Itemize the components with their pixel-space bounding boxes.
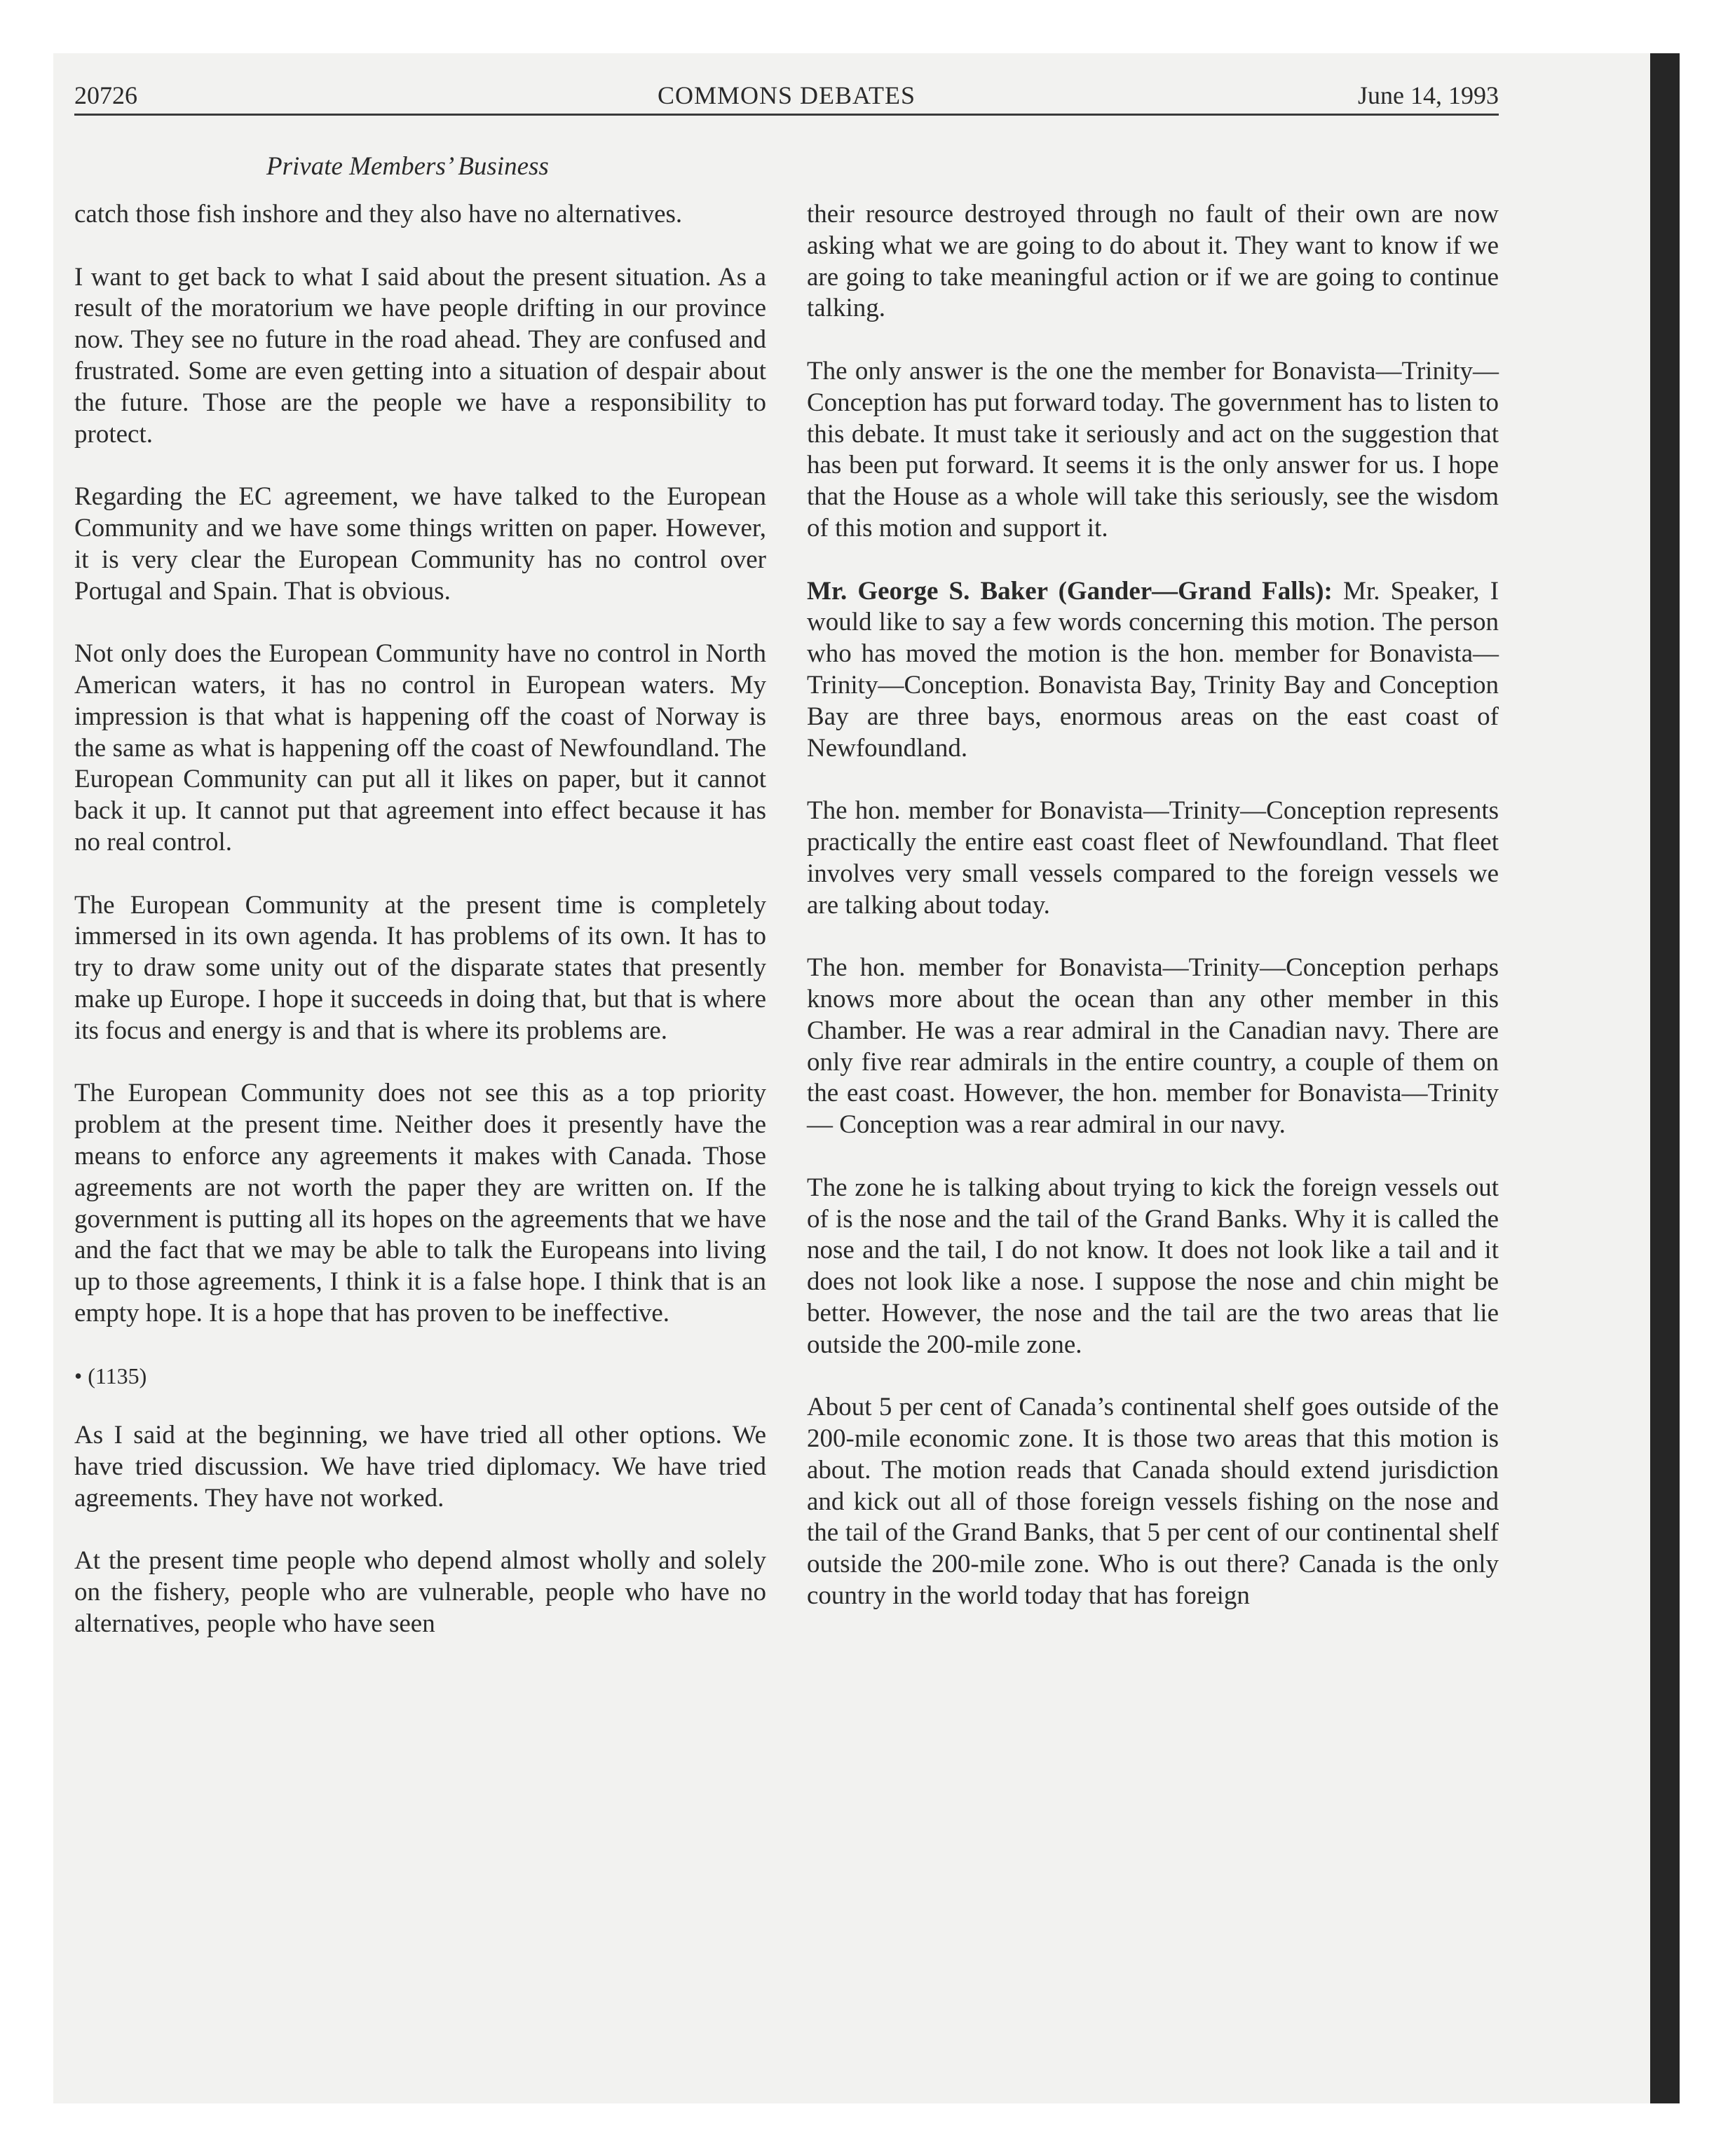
page-date: June 14, 1993 — [1358, 81, 1499, 109]
paragraph: About 5 per cent of Canada’s continental shelf goes outside of the 200-mile economic zone. It is those two areas that this motion is about. The motion reads that Canada should extend jurisdiction and kick out all of those foreign vessels fishing on the nose and the tail of the Grand Banks, that 5 per cent of our continental shelf outside the 200-mile zone. Who is out there? Canada is the only country in the world today that has foreign — [807, 1393, 1499, 1611]
paragraph: At the present time people who depend almost wholly and solely on the fishery, people who are vulnerable, people who have no alternatives, people who have seen — [74, 1546, 766, 1639]
paragraph: The hon. member for Bonavista—Trinity—Conception perhaps knows more about the ocean than any other member in this Chamber. He was a rear admiral in the Canadian navy. There are only five rear admirals in the entire country, a couple of them on the east coast. However, the hon. member for Bonavista—Trinity— Conception was a rear admiral in our navy. — [807, 953, 1499, 1140]
header-rule — [74, 114, 1499, 116]
paragraph: As I said at the beginning, we have tried all other options. We have tried discussion. We have tried diplomacy. We have tried agreements. They have not worked. — [74, 1421, 766, 1513]
page-number: 20726 — [74, 81, 137, 109]
section-heading: Private Members’ Business — [266, 152, 549, 181]
speaker-paragraph — [807, 576, 1499, 765]
left-column — [74, 199, 766, 1672]
right-column — [807, 199, 1499, 1644]
paragraph: their resource destroyed through no fault of their own are now asking what we are going to do about it. They want to know if we are going to take meaningful action or if we are going to continue talking. — [807, 200, 1499, 323]
paragraph: The European Community at the present time is completely immersed in its own agenda. It has problems of its own. It has to try to draw some unity out of the disparate states that presently make up Europe. I hope it succeeds in doing that, but that is where its focus and energy is and that is where its problems are. — [74, 890, 766, 1045]
time-marker: • (1135) — [74, 1363, 147, 1389]
paragraph: Regarding the EC agreement, we have talked to the European Community and we have some things written on paper. However, it is very clear the European Community has no control over Portugal and Spain. That is obvious. — [74, 482, 766, 606]
scan-edge-shadow — [1650, 53, 1680, 2103]
paragraph: The zone he is talking about trying to kick the foreign vessels out of is the nose and the tail of the Grand Banks. Why it is called the nose and the tail, I do not know. It does not look like a tail and it does not look like a nose. I suppose the nose and chin might be better. However, the nose and the tail are the two areas that lie outside the 200-mile zone. — [807, 1173, 1499, 1359]
paragraph: The hon. member for Bonavista—Trinity—Conception represents practically the entire east coast fleet of Newfoundland. That fleet involves very small vessels compared to the foreign vessels we are talking about today. — [807, 796, 1499, 920]
speaker-text: Mr. Speaker, I would like to say a few words concerning this motion. The person who has moved the motion is the hon. member for Bonavista—Trinity—Conception. Bonavista Bay, Trinity Bay and Conception Bay are three bays, enormous areas on the east coast of Newfoundland. — [807, 576, 1499, 763]
paragraph: Not only does the European Community have no control in North American waters, it has no control in European waters. My impression is that what is happening off the coast of Norway is the same as what is happening off the coast of Newfoundland. The European Community can put all it likes on paper, but it cannot back it up. It cannot put that agreement into effect because it has no real control. — [74, 639, 766, 857]
speaker-name: Mr. George S. Baker (Gander—Grand Falls): — [807, 576, 1333, 606]
paragraph: I want to get back to what I said about the present situation. As a result of the moratorium we have people drifting in our province now. They see no future in the road ahead. They are confused and frustrated. Some are even getting into a situation of despair about the future. Those are the people we have a responsibility to protect. — [74, 262, 766, 449]
paragraph: The European Community does not see this as a top priority problem at the present time. Neither does it presently have the means to enforce any agreements it makes with Canada. Those agreements are not worth the paper they are written on. If the government is putting all its hopes on the agreements that we have and the fact that we may be able to talk the Europeans into living up to those agreements, I think it is a false hope. I think that is an empty hope. It is a hope that has proven to be ineffective. — [74, 1079, 766, 1328]
page-header — [74, 73, 1499, 118]
publication-title: COMMONS DEBATES — [657, 81, 916, 109]
paragraph: The only answer is the one the member for Bonavista—Trinity—Conception has put forward today. The government has to listen to this debate. It must take it seriously and act on the suggestion that has been put forward. It seems it is the only answer for us. I hope that the House as a whole will take this seriously, see the wisdom of this motion and support it. — [807, 356, 1499, 543]
paragraph: catch those fish inshore and they also have no alternatives. — [74, 200, 683, 228]
